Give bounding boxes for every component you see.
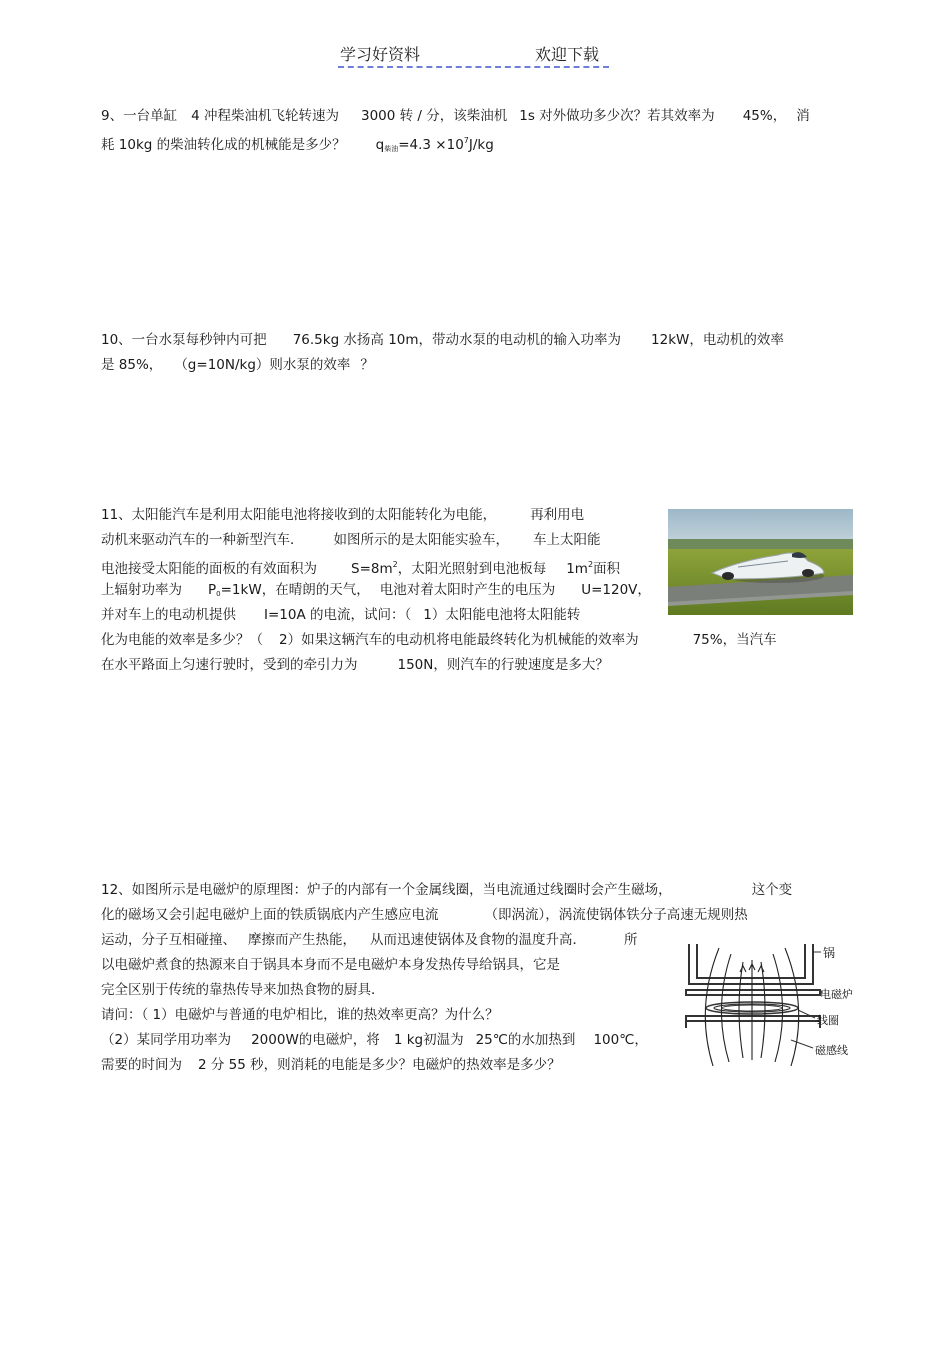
header-divider [338,66,609,68]
pot-label: 锅 [823,946,836,960]
field-lines-label: 磁感线 [815,1044,848,1057]
solar-car-photo [668,509,853,615]
header-left: 学习好资料 [340,45,421,64]
header-right: 欢迎下载 [535,45,600,64]
q11-line-2: 动机来驱动汽车的一种新型汽车． 如图所示的是太阳能实验车， 车上太阳能 [101,532,601,548]
q11-line-4: 上辐射功率为 $P_0=1kW$，在晴朗的天气， 电池对着太阳时产生的电压为 U=120V， [101,582,651,598]
q10-line-1: 10、一台水泵每秒钟内可把 76.5kg 水扬高 10m，带动水泵的电动机的输入功率为 12kW，电动机的效率 [101,332,784,348]
induction-cooker-diagram [683,940,863,1072]
q10-line-2: 是 85%， （g=10N/kg）则水泵的效率 ？ [101,357,374,373]
cooker-label: 电磁炉 [820,988,853,1001]
q12-line-2: 化的磁场又会引起电磁炉上面的铁质锅底内产生感应电流 （即涡流），涡流使锅体铁分子高速无规则热 [101,907,748,923]
q12-line-1: 12、如图所示是电磁炉的原理图：炉子的内部有一个金属线圈，当电流通过线圈时会产生磁场， 这个变 [101,882,793,898]
q12-line-5: 完全区别于传统的靠热传导来加热食物的厨具． [101,982,385,998]
q11-line-6: 化为电能的效率是多少？（ 2）如果这辆汽车的电动机将电能最终转化为机械能的效率为 75%，当汽车 [101,632,777,648]
q12-line-4: 以电磁炉煮食的热源来自于锅具本身而不是电磁炉本身发热传导给锅具，它是 [101,957,560,973]
q12-line-7: （2）某同学用功率为 2000W的电磁炉，将 1 kg初温为 25℃的水加热到 100℃， [101,1032,648,1048]
q11-line-1: 11、太阳能汽车是利用太阳能电池将接收到的太阳能转化为电能， 再利用电 [101,507,585,523]
q12-line-3: 运动，分子互相碰撞、 摩擦而产生热能， 从而迅速使锅体及食物的温度升高． 所 [101,932,638,948]
q9-line-1: 9、一台单缸 4 冲程柴油机飞轮转速为 3000 转 / 分，该柴油机 1s 对外做功多少次？若其效率为 45%， 消 [101,108,810,124]
q12-line-6: 请问：（ 1）电磁炉与普通的电炉相比，谁的热效率更高？为什么？ [101,1007,499,1023]
q11-line-5: 并对车上的电动机提供 I=10A 的电流，试问：（ 1）太阳能电池将太阳能转 [101,607,581,623]
q12-line-8: 需要的时间为 2 分 55 秒，则消耗的电能是多少？电磁炉的热效率是多少？ [101,1057,561,1073]
q9-line-2: 耗 10kg 的柴油转化成的机械能是多少？ $q_{柴油}=4.3 \times 10^7J/kg$ [101,136,494,153]
q11-line-7: 在水平路面上匀速行驶时，受到的牵引力为 150N，则汽车的行驶速度是多大？ [101,657,609,673]
q11-line-3: 电池接受太阳能的面板的有效面积为 $S=8m^2$，太阳光照射到电池板每 $1m^2$面积 [101,560,621,577]
induction-cooker-figure [683,940,863,1072]
coil-label: 线圈 [817,1014,839,1027]
